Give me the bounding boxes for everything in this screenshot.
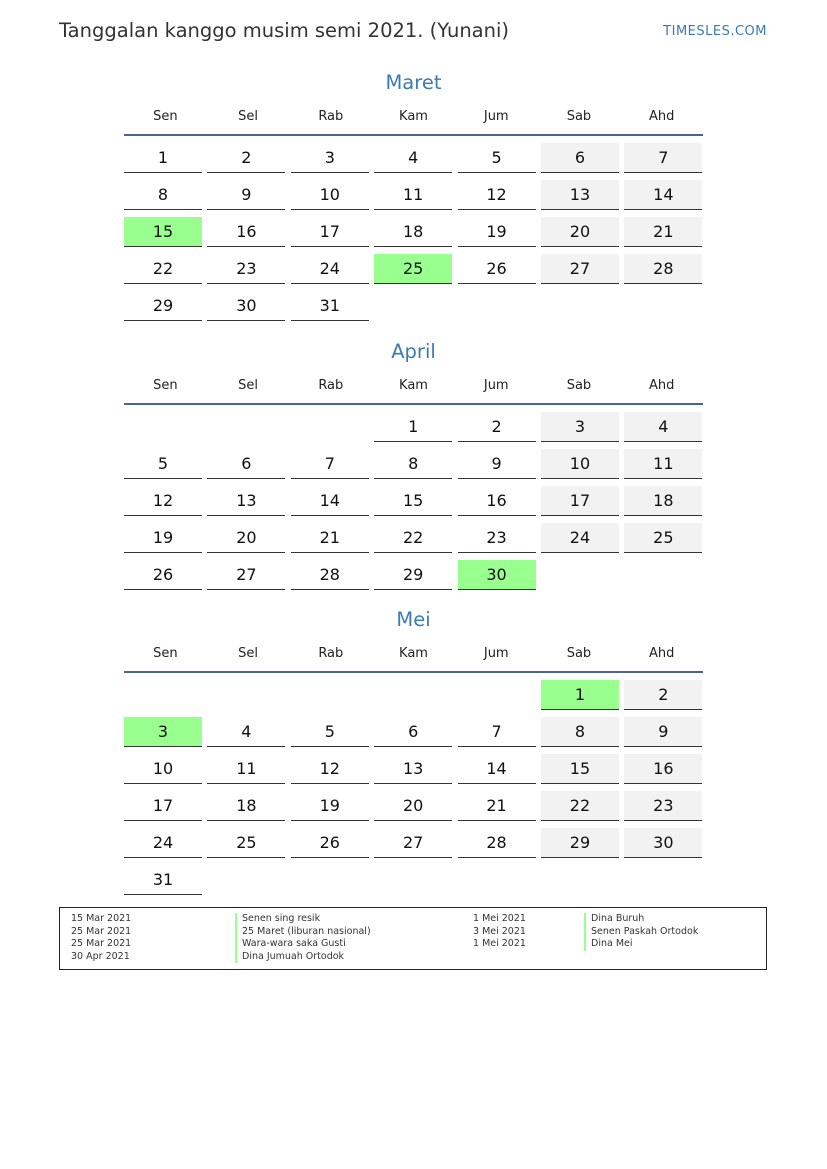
day-grid [124, 136, 703, 321]
legend-holiday-name: Dina Jumuah Ortodok [235, 951, 371, 964]
day-cell: 11 [207, 754, 285, 784]
day-grid [124, 405, 703, 590]
legend-left-names [235, 913, 371, 963]
day-cell: 27 [207, 560, 285, 590]
day-cell: 1 [374, 412, 452, 442]
day-cell: 14 [624, 180, 702, 210]
empty-cell [124, 412, 202, 441]
legend-right-dates [473, 913, 526, 951]
day-cell: 16 [624, 754, 702, 784]
day-cell: 10 [541, 449, 619, 479]
day-cell: 14 [291, 486, 369, 516]
day-cell: 24 [291, 254, 369, 284]
day-cell: 3 [541, 412, 619, 442]
day-cell: 21 [458, 791, 536, 821]
weekday-label: Sel [238, 109, 259, 124]
day-cell: 20 [207, 523, 285, 553]
empty-cell [374, 680, 452, 709]
legend-holiday-name: Wara-wara saka Gusti [235, 938, 371, 951]
day-cell: 28 [291, 560, 369, 590]
legend-date: 1 Mei 2021 [473, 938, 526, 950]
weekday-label: Ahd [648, 646, 675, 661]
day-cell: 12 [458, 180, 536, 210]
day-cell: 30 [207, 291, 285, 321]
weekday-label: Sen [153, 646, 178, 661]
day-cell: 21 [291, 523, 369, 553]
holiday-day-cell: 30 [458, 560, 536, 590]
brand-link[interactable]: TIMESLES.COM [663, 24, 767, 39]
day-cell: 26 [291, 828, 369, 858]
weekday-label: Jum [483, 109, 509, 124]
day-cell: 4 [624, 412, 702, 442]
weekday-label: Jum [483, 378, 509, 393]
weekday-label: Rab [318, 109, 344, 124]
day-cell: 24 [541, 523, 619, 553]
day-cell: 18 [374, 217, 452, 247]
day-cell: 12 [124, 486, 202, 516]
day-cell: 12 [291, 754, 369, 784]
holiday-day-cell: 1 [541, 680, 619, 710]
day-cell: 28 [458, 828, 536, 858]
legend-left-dates [71, 913, 131, 963]
day-cell: 31 [291, 291, 369, 321]
day-cell: 13 [374, 754, 452, 784]
weekday-label: Rab [318, 646, 344, 661]
day-cell: 29 [541, 828, 619, 858]
weekday-label: Sel [238, 646, 259, 661]
day-cell: 29 [124, 291, 202, 321]
weekday-label: Kam [399, 378, 428, 393]
holiday-legend [59, 907, 767, 970]
day-cell: 6 [541, 143, 619, 173]
day-cell: 14 [458, 754, 536, 784]
day-cell: 20 [374, 791, 452, 821]
day-cell: 3 [291, 143, 369, 173]
day-cell: 11 [624, 449, 702, 479]
weekday-header [124, 373, 703, 399]
day-cell: 28 [624, 254, 702, 284]
day-cell: 7 [291, 449, 369, 479]
day-cell: 5 [458, 143, 536, 173]
day-cell: 9 [207, 180, 285, 210]
day-cell: 16 [207, 217, 285, 247]
legend-holiday-name: 25 Maret (liburan nasional) [235, 926, 371, 939]
empty-cell [124, 680, 202, 709]
month-may [124, 605, 703, 895]
weekday-header [124, 641, 703, 667]
holiday-day-cell: 3 [124, 717, 202, 747]
holiday-day-cell: 25 [374, 254, 452, 284]
day-cell: 25 [624, 523, 702, 553]
empty-cell [207, 412, 285, 441]
weekday-label: Sab [566, 378, 592, 393]
legend-holiday-name: Dina Mei [584, 938, 698, 951]
day-cell: 17 [291, 217, 369, 247]
legend-date: 1 Mei 2021 [473, 913, 526, 924]
weekday-label: Kam [399, 646, 428, 661]
page-title: Tanggalan kanggo musim semi 2021. (Yunani) [59, 19, 510, 42]
day-cell: 19 [291, 791, 369, 821]
day-cell: 22 [374, 523, 452, 553]
weekday-label: Sel [238, 378, 259, 393]
day-cell: 27 [374, 828, 452, 858]
legend-date: 25 Mar 2021 [71, 925, 132, 937]
empty-cell [291, 412, 369, 441]
day-cell: 10 [291, 180, 369, 210]
day-cell: 11 [374, 180, 452, 210]
day-cell: 1 [124, 143, 202, 173]
empty-cell [458, 680, 536, 709]
day-cell: 6 [207, 449, 285, 479]
legend-date: 30 Apr 2021 [71, 950, 130, 962]
day-cell: 8 [374, 449, 452, 479]
day-cell: 23 [207, 254, 285, 284]
day-cell: 8 [124, 180, 202, 210]
day-cell: 26 [458, 254, 536, 284]
legend-holiday-name: Senen sing resik [235, 913, 371, 926]
day-cell: 13 [207, 486, 285, 516]
weekday-label: Jum [483, 646, 509, 661]
legend-right-names [584, 913, 698, 951]
day-cell: 15 [541, 754, 619, 784]
day-cell: 7 [458, 717, 536, 747]
day-cell: 24 [124, 828, 202, 858]
month-march [124, 68, 703, 321]
day-cell: 16 [458, 486, 536, 516]
legend-date: 15 Mar 2021 [71, 913, 132, 924]
day-cell: 4 [374, 143, 452, 173]
day-cell: 23 [458, 523, 536, 553]
legend-date: 25 Mar 2021 [71, 938, 132, 950]
day-cell: 30 [624, 828, 702, 858]
empty-cell [291, 680, 369, 709]
day-cell: 5 [291, 717, 369, 747]
day-cell: 6 [374, 717, 452, 747]
day-cell: 22 [124, 254, 202, 284]
day-cell: 21 [624, 217, 702, 247]
day-cell: 2 [458, 412, 536, 442]
month-april [124, 337, 703, 590]
day-cell: 17 [541, 486, 619, 516]
month-name: Maret [385, 71, 442, 94]
weekday-label: Sab [566, 109, 592, 124]
month-name: Mei [396, 608, 431, 631]
day-grid [124, 673, 703, 895]
day-cell: 26 [124, 560, 202, 590]
day-cell: 23 [624, 791, 702, 821]
day-cell: 18 [207, 791, 285, 821]
month-name: April [391, 340, 436, 363]
day-cell: 13 [541, 180, 619, 210]
day-cell: 2 [624, 680, 702, 710]
day-cell: 20 [541, 217, 619, 247]
day-cell: 31 [124, 865, 202, 895]
day-cell: 19 [124, 523, 202, 553]
day-cell: 29 [374, 560, 452, 590]
day-cell: 10 [124, 754, 202, 784]
weekday-label: Kam [399, 109, 428, 124]
day-cell: 5 [124, 449, 202, 479]
day-cell: 22 [541, 791, 619, 821]
day-cell: 9 [458, 449, 536, 479]
legend-holiday-name: Senen Paskah Ortodok [584, 926, 698, 939]
day-cell: 27 [541, 254, 619, 284]
day-cell: 17 [124, 791, 202, 821]
day-cell: 19 [458, 217, 536, 247]
weekday-header [124, 104, 703, 130]
weekday-label: Ahd [648, 378, 675, 393]
empty-cell [207, 680, 285, 709]
weekday-label: Sen [153, 378, 178, 393]
holiday-day-cell: 15 [124, 217, 202, 247]
day-cell: 4 [207, 717, 285, 747]
legend-date: 3 Mei 2021 [473, 925, 526, 937]
day-cell: 18 [624, 486, 702, 516]
day-cell: 9 [624, 717, 702, 747]
weekday-label: Ahd [648, 109, 675, 124]
weekday-label: Rab [318, 378, 344, 393]
day-cell: 8 [541, 717, 619, 747]
day-cell: 25 [207, 828, 285, 858]
weekday-label: Sab [566, 646, 592, 661]
day-cell: 2 [207, 143, 285, 173]
weekday-label: Sen [153, 109, 178, 124]
legend-holiday-name: Dina Buruh [584, 913, 698, 926]
day-cell: 15 [374, 486, 452, 516]
day-cell: 7 [624, 143, 702, 173]
